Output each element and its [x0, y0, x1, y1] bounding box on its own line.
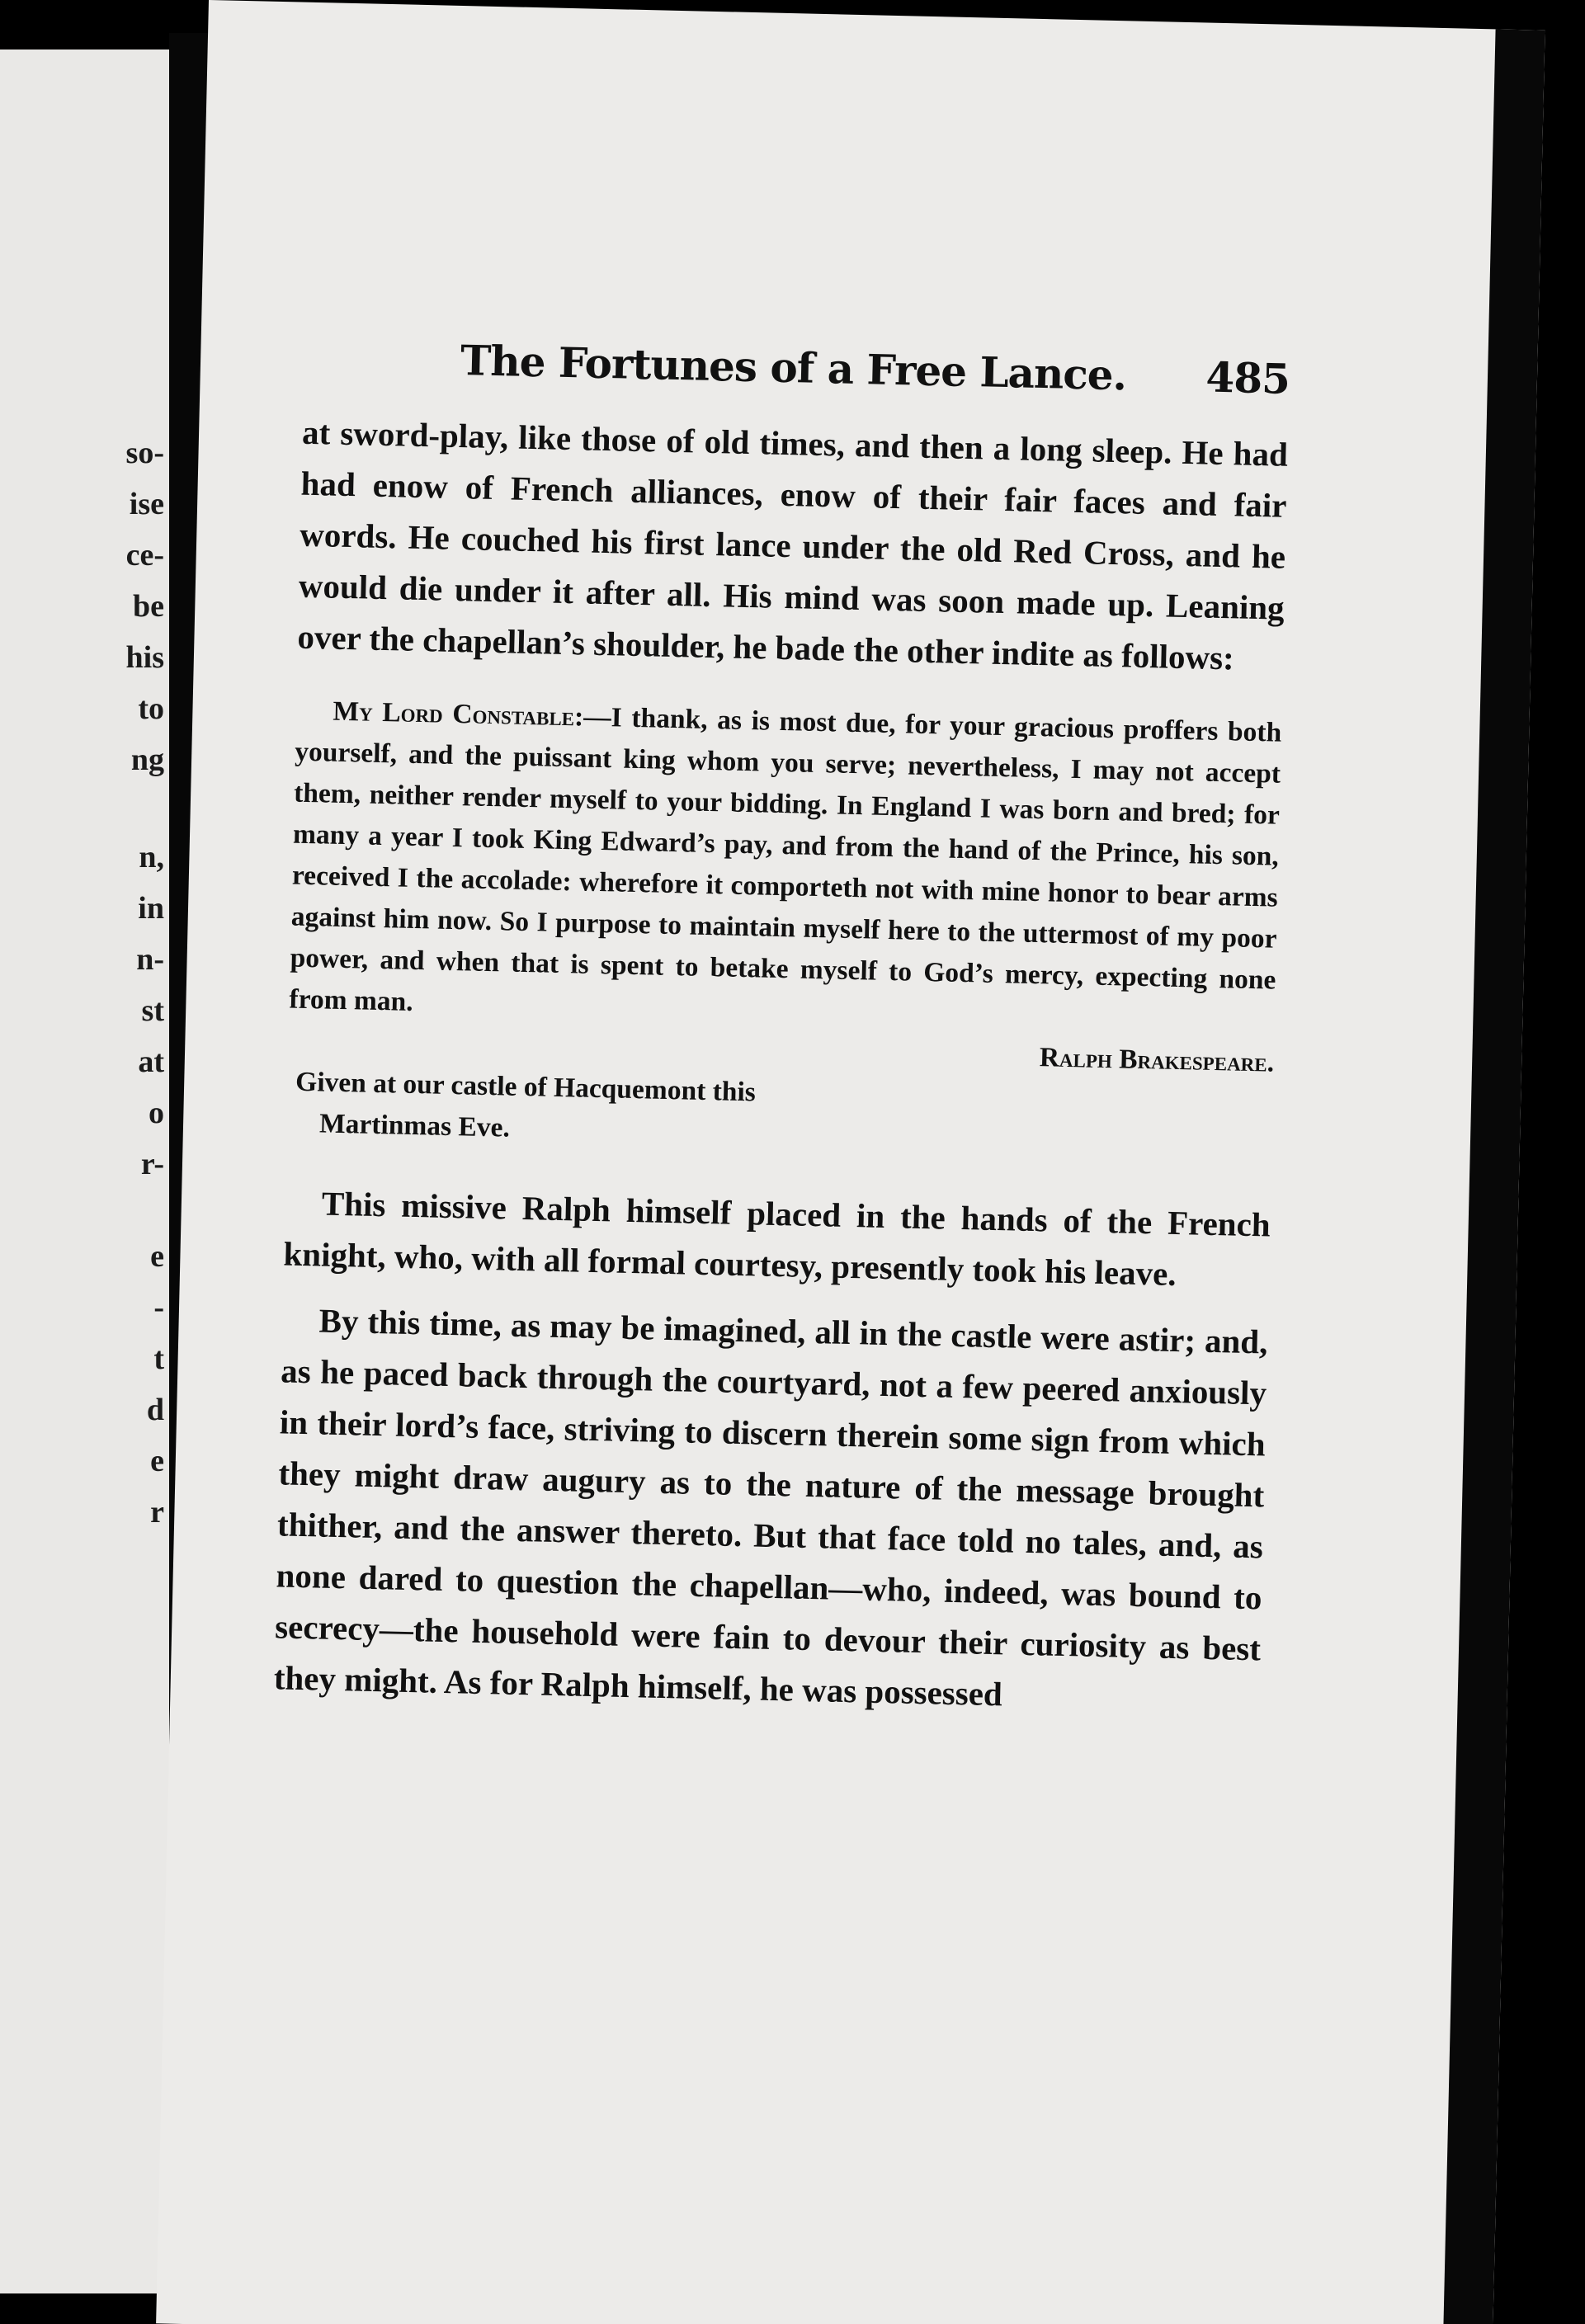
left-page-fragment: n,	[139, 840, 164, 874]
left-page-fragment: so-	[125, 436, 164, 470]
left-page-fragment: ce-	[125, 538, 164, 573]
paragraph: at sword-play, like those of old times, and then a long sleep. He had had enow of French alliances, enow of their fair faces and fair words. He couched his first lance under the old Red Cross, and he would die under it after all. His mind was soon made up. Leaning over the chapellan’s shoulder, he bade the other indite as follows:	[296, 412, 1289, 677]
left-page-fragment: n-	[136, 942, 164, 977]
left-page-fragment: e	[150, 1444, 164, 1478]
running-title: The Fortunes of a Free Lance.	[460, 336, 1127, 400]
left-page-fragment: -	[153, 1290, 164, 1325]
letter-dateline: Given at our castle of Hacquemont this	[295, 1066, 757, 1108]
previous-page-edge	[0, 49, 169, 2293]
book-page	[156, 0, 1545, 2324]
paragraph: By this time, as may be imagined, all in the castle were astir; and, as he paced back through the courtyard, not a few peered anxiously in their lord’s face, striving to discern therein some sign from which they might draw augury as to the nature of the message brought thither, and the answer thereto. But that face told no tales, and, as none dared to question the chapellan—who, indeed, was bound to secrecy—the household were fain to devour their curiosity as best they might. As for Ralph himself, he was possessed	[273, 1301, 1268, 1714]
left-page-fragment: ng	[130, 742, 164, 777]
left-page-fragment: his	[125, 640, 164, 675]
left-page-fragment: at	[138, 1044, 164, 1079]
left-page-fragment: r	[150, 1495, 164, 1530]
letter-text: :—I thank, as is most due, for your gracious proffers both yourself, and the puissant king whom you serve; nevertheless, I may not accept them, neither render myself to your bidding. In England I was born and bred; for many a year I took King Edward’s pay, and from the hand of the Prince, his son, received I the accolade: wherefore it comporteth not with mine honor to bear arms against him now. So I purpose to maintain myself here to the uttermost of my poor power, and when that is spent to betake myself to God’s mercy, expecting none from man.	[289, 701, 1282, 1017]
left-page-fragment: e	[150, 1239, 164, 1274]
letter-salutation: My Lord Constable	[333, 695, 575, 733]
page-edge-shadow	[1443, 29, 1545, 2324]
left-page-fragment: r-	[140, 1147, 164, 1181]
left-page-fragment: in	[138, 891, 164, 926]
left-page-fragment: o	[149, 1096, 164, 1130]
left-page-fragment: to	[138, 691, 164, 726]
left-page-fragment: t	[153, 1341, 164, 1376]
page-number: 485	[1205, 352, 1290, 403]
letter-signature: Ralph Brakespeare.	[1039, 1042, 1275, 1078]
left-page-fragment: ise	[129, 487, 164, 521]
left-page-fragment: st	[141, 993, 164, 1028]
left-page-fragment: d	[146, 1393, 164, 1427]
letter-dateline: Martinmas Eve.	[318, 1108, 511, 1143]
page-text-block	[273, 332, 1290, 1726]
paragraph: This missive Ralph himself placed in the hands of the French knight, who, with all formal courtesy, presently took his leave.	[283, 1184, 1271, 1293]
letter-body	[289, 691, 1282, 1043]
left-page-fragment: be	[133, 589, 164, 624]
